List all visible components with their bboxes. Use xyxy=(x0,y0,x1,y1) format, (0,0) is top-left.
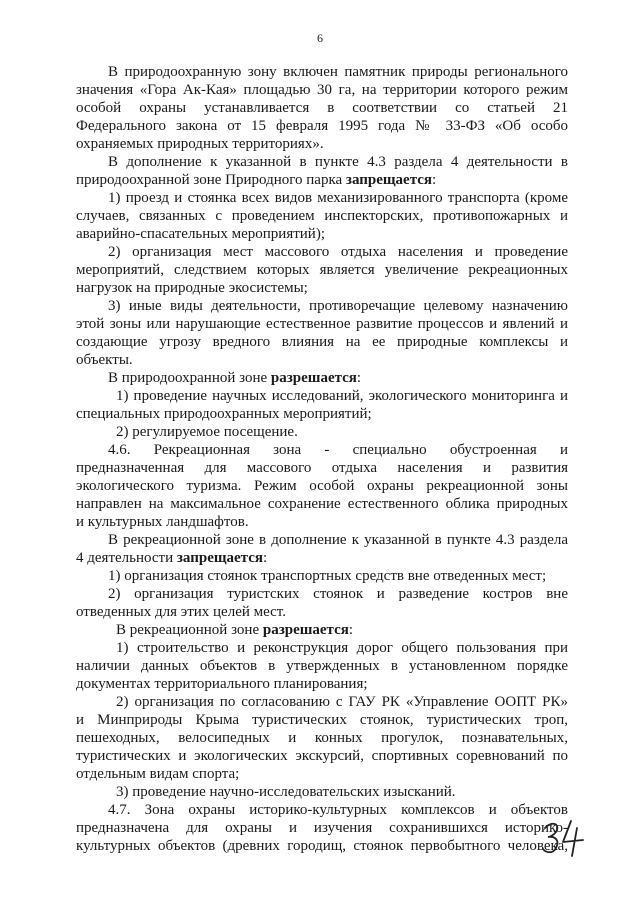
emphasis-prohibited: запрещается xyxy=(345,172,433,188)
text-line: и культурных ландшафтов. xyxy=(76,514,249,530)
text-line: 2) организация мест массового отдыха населения и проведение xyxy=(108,244,568,260)
text-line: отдельным видам спорта; xyxy=(76,766,240,782)
emphasis-prohibited: запрещается xyxy=(176,550,263,566)
text-line: В природоохранную зону включен памятник природы регионального xyxy=(108,64,568,80)
text-line: мероприятий, следствием которых является увеличение рекреационных xyxy=(76,262,568,278)
text-line: экологического туризма. Режим особой охраны рекреационной зоны xyxy=(76,478,568,494)
text-line: отведенных для этих целей мест. xyxy=(76,604,286,620)
text-line: объекты. xyxy=(76,352,133,368)
text-line: наличии данных объектов в утвержденных в установленном порядке xyxy=(76,658,568,674)
text-line: 2) регулируемое посещение. xyxy=(116,424,298,440)
emphasis-permitted: разрешается xyxy=(270,370,357,386)
text-line: направлен на максимальное сохранение естественного облика природных xyxy=(76,496,568,512)
text-line: В дополнение к указанной в пункте 4.3 раздела 4 деятельности в xyxy=(108,154,568,170)
text-line: специальных природоохранных мероприятий; xyxy=(76,406,372,422)
text-line: особой охраны устанавливается в соответствии со статьей 21 xyxy=(76,100,568,116)
page-number: 6 xyxy=(317,31,323,45)
text-line: Федерального закона от 15 февраля 1995 года № 33-ФЗ «Об особо xyxy=(76,118,568,134)
text-line: значения «Гора Ак-Кая» площадью 30 га, на территории которого режим xyxy=(76,82,568,98)
text-line: 1) проезд и стоянка всех видов механизированного транспорта (кроме xyxy=(108,190,568,206)
handwritten-page-number xyxy=(541,818,587,858)
text-line: 1) строительство и реконструкция дорог общего пользования при xyxy=(116,640,568,656)
text-line: 3) иные виды деятельности, противоречащие целевому назначению xyxy=(108,298,568,314)
text-line: предназначенная для массового отдыха населения и развития xyxy=(76,460,568,476)
text-line: 2) организация туристских стоянок и разведение костров вне xyxy=(108,586,568,602)
text-line: В рекреационной зоне разрешается: xyxy=(116,622,354,638)
emphasis-permitted: разрешается xyxy=(262,622,349,638)
text-line: нагрузок на природные экосистемы; xyxy=(76,280,308,296)
text-line: 4.6. Рекреационная зона - специально обустроенная и xyxy=(108,442,568,458)
text-line: В природоохранной зоне разрешается: xyxy=(108,370,362,386)
text-line: 4 деятельности запрещается: xyxy=(76,550,268,566)
text-line: 3) проведение научно-исследовательских изысканий. xyxy=(116,784,456,800)
text-line: этой зоны или нарушающие естественное развитие процессов и явлений и xyxy=(76,316,568,332)
text-line: 4.7. Зона охраны историко-культурных комплексов и объектов xyxy=(108,802,568,818)
text-line: 1) организация стоянок транспортных средств вне отведенных мест; xyxy=(108,568,547,584)
text-line: 2) организация по согласованию с ГАУ РК «Управление ООПТ РК» xyxy=(116,694,568,710)
text-line: охраняемых природных территориях». xyxy=(76,136,324,152)
text-line: случаев, связанных с проведением инспекторских, противопожарных и xyxy=(76,208,568,224)
text-line: 1) проведение научных исследований, экологического мониторинга и xyxy=(116,388,568,404)
text-line: предназначена для охраны и изучения сохранившихся историко- xyxy=(76,820,568,836)
text-line: пешеходных, велосипедных и конных прогулок, познавательных, xyxy=(76,730,568,746)
text-line: туристических и экологических экскурсий, спортивных соревнований по xyxy=(76,748,568,764)
text-line: аварийно-спасательных мероприятий); xyxy=(76,226,326,242)
text-line: природоохранной зоне Природного парка запрещается: xyxy=(76,172,437,188)
text-line: культурных объектов (древних городищ, стоянок первобытного человека, xyxy=(76,838,568,854)
text-line: создающие угрозу вредного влияния на ее природные комплексы и xyxy=(76,334,568,350)
text-line: документах территориального планирования; xyxy=(76,676,368,692)
text-line: и Минприроды Крыма туристических стоянок, туристических троп, xyxy=(76,712,568,728)
text-line: В рекреационной зоне в дополнение к указанной в пункте 4.3 раздела xyxy=(108,532,568,548)
